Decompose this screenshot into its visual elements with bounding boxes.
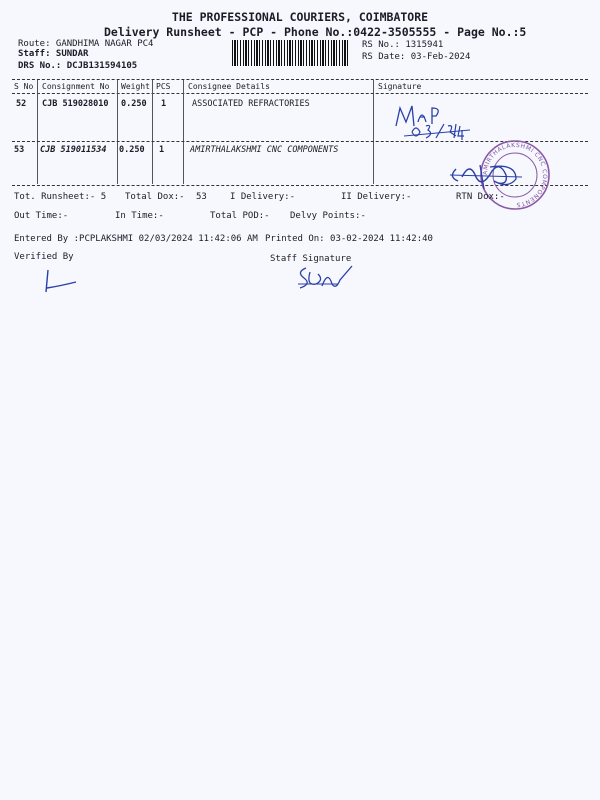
col-header-sno: S No <box>14 82 34 91</box>
signature-handwriting <box>446 155 536 197</box>
col-divider <box>117 80 118 184</box>
runsheet-subtitle: Delivery Runsheet - PCP - Phone No.:0422-3505555 - Page No.:5 <box>104 25 527 39</box>
col-divider <box>183 80 184 184</box>
signature-handwriting <box>390 96 480 142</box>
col-divider <box>373 80 374 184</box>
row-pcs: 1 <box>159 145 165 155</box>
out-time: Out Time:- <box>14 211 69 221</box>
rtn-dox: RTN Dox:- <box>456 192 505 202</box>
delvy-points: Delvy Points:- <box>290 211 366 221</box>
i-delivery: I Delivery:- <box>230 192 296 202</box>
staff-label: Staff: SUNDAR <box>18 49 89 59</box>
row-weight: 0.250 <box>119 145 145 155</box>
total-pod: Total POD:- <box>210 211 270 221</box>
row-weight: 0.250 <box>121 99 147 109</box>
barcode <box>232 40 350 66</box>
col-header-pcs: PCS <box>156 82 171 91</box>
entered-by: Entered By :PCPLAKSHMI 02/03/2024 11:42:06 AM <box>14 234 258 244</box>
tot-runsheet: Tot. Runsheet:- 5 <box>14 192 107 202</box>
table-top-divider <box>12 79 588 80</box>
col-header-weight: Weight <box>121 82 150 91</box>
verified-by-label: Verified By <box>14 252 74 262</box>
rs-date: RS Date: 03-Feb-2024 <box>362 52 471 62</box>
row-consignment-no: CJB 519011534 <box>40 145 107 155</box>
staff-signature-handwriting <box>294 262 358 294</box>
total-dox-label: Total Dox:- <box>125 192 185 202</box>
staff-signature-label: Staff Signature <box>270 254 352 264</box>
svg-text:AMIRTHALAKSHMI CNC COMPONENTS: AMIRTHALAKSHMI CNC COMPONENTS <box>481 141 549 209</box>
row-consignee: AMIRTHALAKSHMI CNC COMPONENTS <box>190 145 339 155</box>
row-sno: 53 <box>14 145 25 155</box>
table-header-divider <box>12 93 588 94</box>
in-time: In Time:- <box>115 211 164 221</box>
drs-number: DRS No.: DCJB131594105 <box>18 61 138 71</box>
verified-signature-handwriting <box>40 264 90 298</box>
rs-number: RS No.: 1315941 <box>362 40 444 50</box>
col-divider <box>152 80 153 184</box>
route-label: Route: GANDHIMA NAGAR PC4 <box>18 39 154 49</box>
col-header-consignee: Consignee Details <box>188 82 270 91</box>
company-title: THE PROFESSIONAL COURIERS, COIMBATORE <box>171 10 429 24</box>
col-divider <box>37 80 38 184</box>
col-header-consignment: Consignment No <box>42 82 110 91</box>
col-header-signature: Signature <box>378 82 422 91</box>
row-sno: 52 <box>16 99 27 109</box>
total-dox-value: 53 <box>196 192 207 202</box>
row-consignment-no: CJB 519028010 <box>42 99 109 109</box>
row-pcs: 1 <box>161 99 167 109</box>
ii-delivery: II Delivery:- <box>341 192 412 202</box>
printed-on: Printed On: 03-02-2024 11:42:40 <box>265 234 433 244</box>
row-consignee: ASSOCIATED REFRACTORIES <box>192 99 310 109</box>
